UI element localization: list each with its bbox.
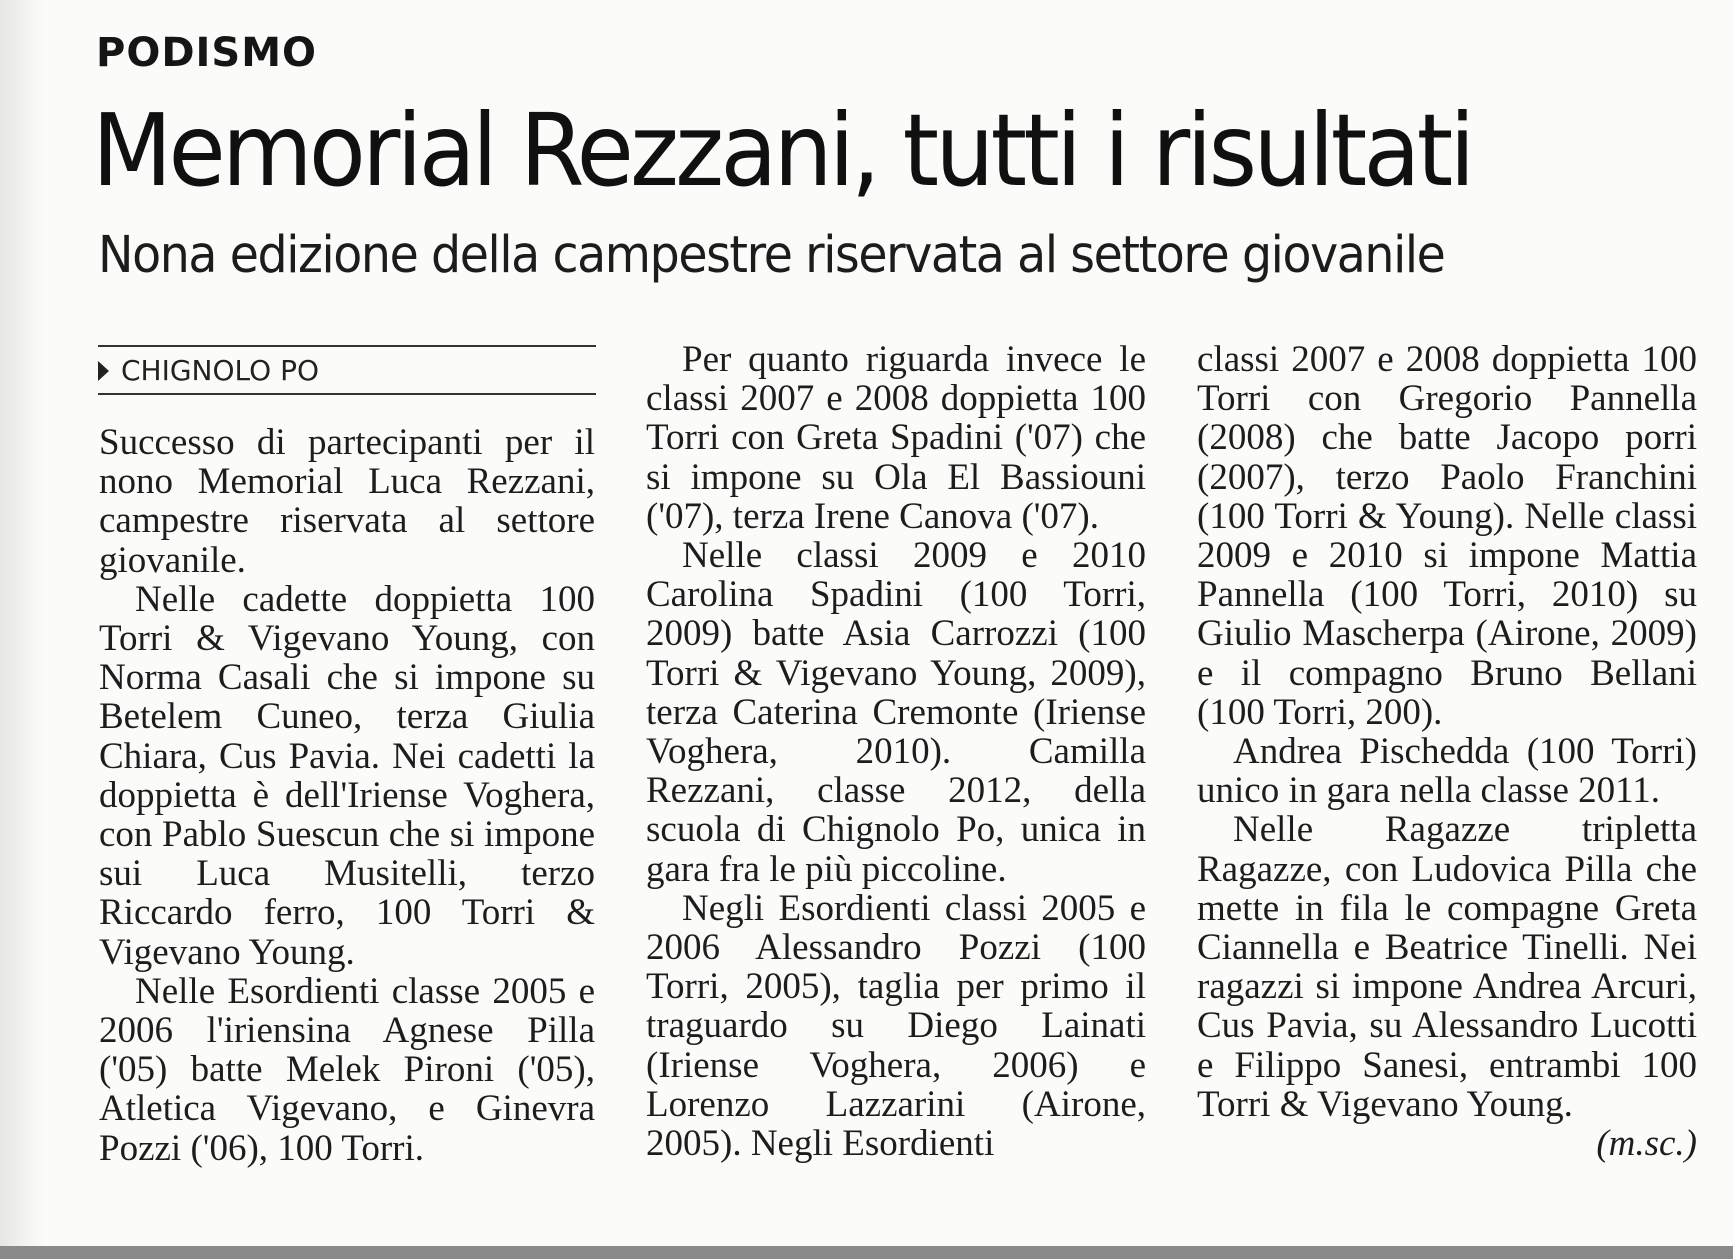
author-signature: (m.sc.): [1596, 1123, 1697, 1165]
subheadline: Nona edizione della campestre riservata al settore giovanile: [98, 226, 1445, 285]
dateline: [98, 354, 319, 387]
headline: Memorial Rezzani, tutti i risultati: [92, 92, 1472, 209]
paragraph: Successo di partecipanti per il nono Memorial Luca Rezzani, campestre riservata al settore giovanile.: [99, 422, 595, 581]
paragraph: Negli Esordienti classi 2005 e 2006 Alessandro Pozzi (100 Torri, 2005), taglia per primo il traguardo su Diego Lainati (Iriense Voghera, 2006) e Lorenzo Lazzarini (Airone, 2005). Negli Esordienti: [646, 887, 1146, 1165]
article-column-2: [646, 340, 1146, 1163]
paragraph: Andrea Pischedda (100 Torri) unico in gara nella classe 2011.: [1197, 731, 1697, 812]
page-edge-shadow: [0, 0, 44, 1259]
paragraph: Nelle Esordienti classe 2005 e 2006 l'iriensina Agnese Pilla ('05) batte Melek Pironi ('05), Atletica Vigevano, e Ginevra Pozzi ('06), 100 Torri.: [99, 970, 595, 1169]
dateline-top-rule: [98, 345, 596, 347]
dateline-text: CHIGNOLO PO: [121, 354, 320, 387]
paragraph: Nelle cadette doppietta 100 Torri & Vigevano Young, con Norma Casali che si impone su Betelem Cuneo, terza Giulia Chiara, Cus Pavia. Nei cadetti la doppietta è dell'Iriense Voghera, con Pablo Suescun che si impone sui Luca Musitelli, terzo Riccardo ferro, 100 Torri & Vigevano Young.: [99, 578, 595, 973]
article-column-1: [99, 423, 595, 1168]
dateline-bullet-icon: [98, 361, 109, 381]
paragraph: Nelle classi 2009 e 2010 Carolina Spadini (100 Torri, 2009) batte Asia Carrozzi (100 Torri & Vigevano Young, 2009), terza Caterina Cremonte (Iriense Voghera, 2010). Camilla Rezzani, classe 2012, della scuola di Chignolo Po, unica in gara fra le più piccoline.: [646, 535, 1146, 890]
section-label: PODISMO: [96, 30, 318, 76]
paragraph: Per quanto riguarda invece le classi 2007 e 2008 doppietta 100 Torri con Greta Spadini ('07) che si impone su Ola El Bassiouni ('07), terza Irene Canova ('07).: [646, 339, 1146, 537]
paragraph: classi 2007 e 2008 doppietta 100 Torri con Gregorio Pannella (2008) che batte Jacopo porri (2007), terzo Paolo Franchini (100 Torri & Young). Nelle classi 2009 e 2010 si impone Mattia Pannella (100 Torri, 2010) su Giulio Mascherpa (Airone, 2009) e il compagno Bruno Bellani (100 Torri, 200).: [1197, 339, 1697, 733]
paragraph-text: Nelle Ragazze tripletta Ragazze, con Ludovica Pilla che mette in fila le compagne Greta Ciannella e Beatrice Tinelli. Nei ragazzi si impone Andrea Arcuri, Cus Pavia, su Alessandro Lucotti e Filippo Sanesi, entrambi 100 Torri & Vigevano Young.: [1197, 809, 1697, 1125]
dateline-bottom-rule: [98, 393, 596, 395]
scan-bottom-border: [0, 1246, 1733, 1259]
paragraph: [1197, 809, 1697, 1165]
article-column-3: [1197, 340, 1697, 1163]
